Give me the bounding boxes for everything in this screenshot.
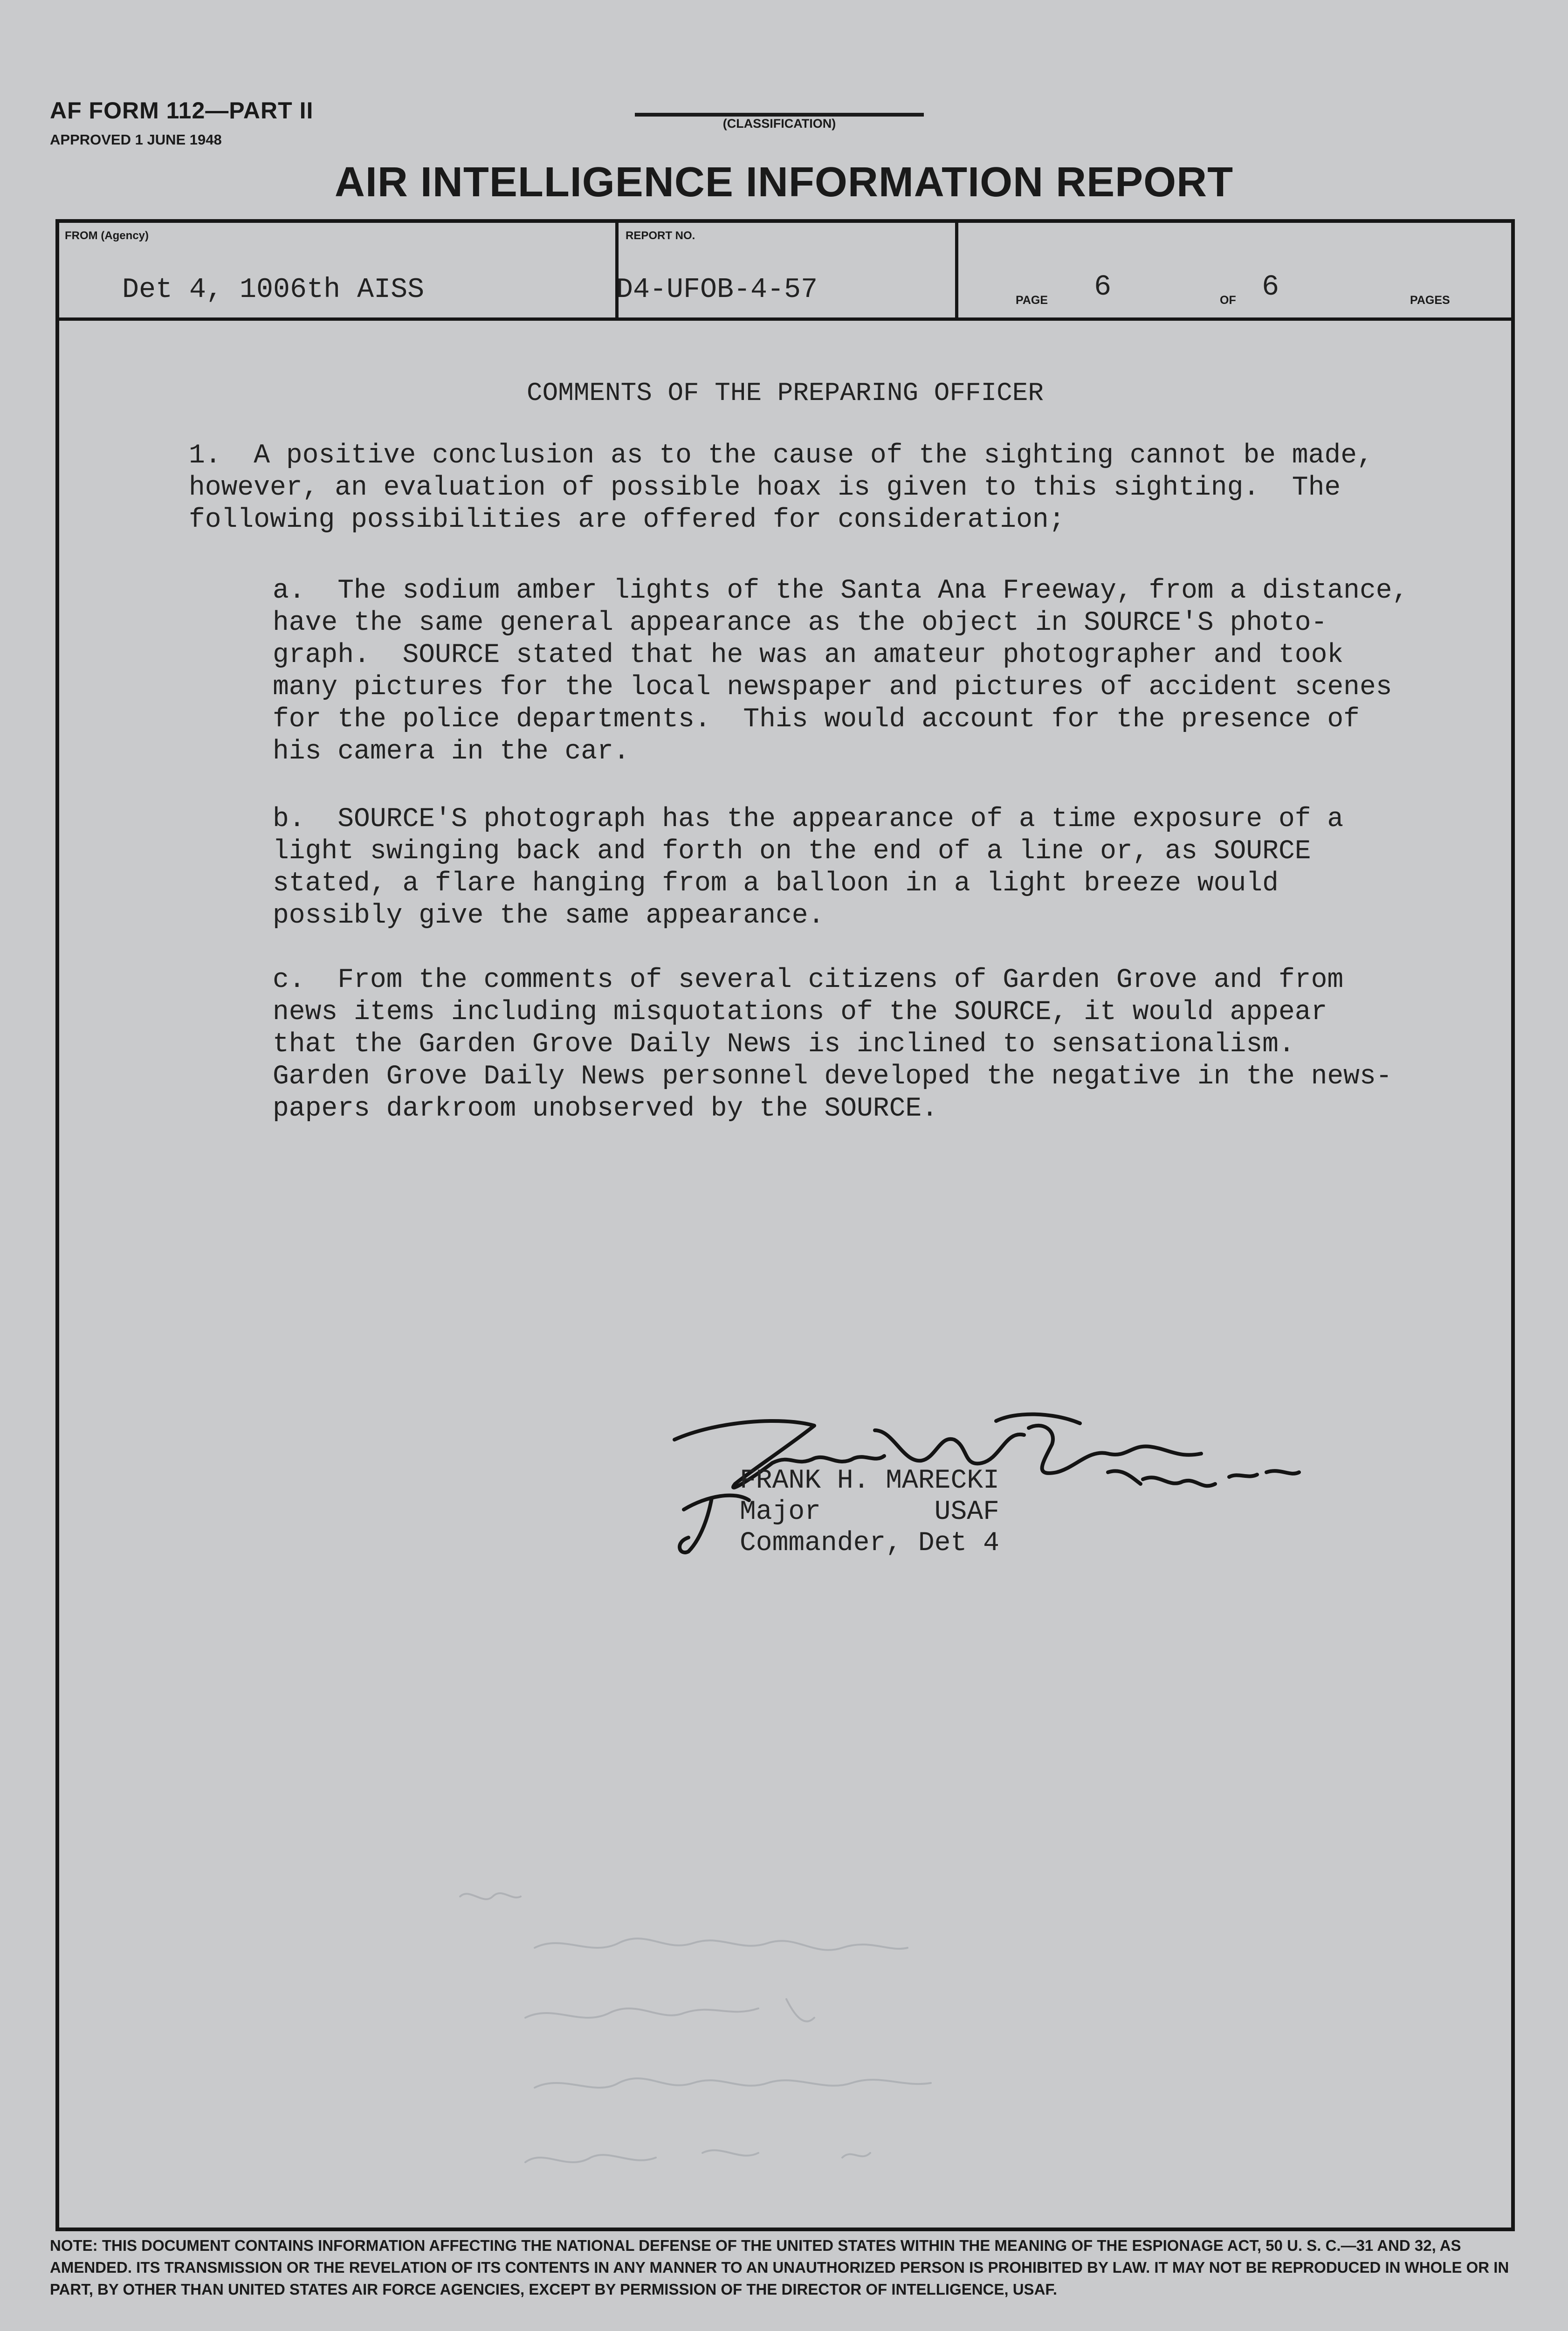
header-row [59, 223, 1511, 321]
form-box [55, 219, 1515, 2231]
pages-label: PAGES [1410, 294, 1450, 307]
header-divider [955, 223, 958, 317]
paragraph-b: b. SOURCE'S photograph has the appearance of a time exposure of a light swinging back and forth on the end of a line or, as SOURCE stated, a flare hanging from a balloon in a light breeze would possibly give the same appearance. [273, 804, 1344, 931]
page-label: PAGE [1016, 294, 1048, 307]
of-label: OF [1220, 294, 1236, 307]
page-number: 6 [1094, 270, 1112, 303]
page-total: 6 [1262, 270, 1279, 303]
form-id: AF FORM 112—PART II [50, 97, 314, 124]
classification-label-top: (CLASSIFICATION) [722, 117, 836, 131]
paragraph-c: c. From the comments of several citizens of Garden Grove and from news items including misquotations of the SOURCE, it would appear that the Garden Grove Daily News is inclined to sensationalism. Garden Grove Daily News personnel developed the negative in the news- papers darkroom unobserved by the SOURCE. [273, 965, 1392, 1124]
report-title: AIR INTELLIGENCE INFORMATION REPORT [334, 159, 1234, 206]
classification-line-top [635, 113, 924, 117]
paragraph-a: a. The sodium amber lights of the Santa Ana Freeway, from a distance, have the same general appearance as the object in SOURCE'S photo- graph. SOURCE stated that he was an amateur photographer and took many pictures for the local newspaper and pictures of accident scenes for the police departments. This would account for the presence of his camera in the car. [273, 576, 1409, 767]
from-label: FROM (Agency) [65, 229, 149, 242]
paragraph-1: 1. A positive conclusion as to the cause of the sighting cannot be made, however, an evaluation of possible hoax is given to this sighting. The following possibilities are offered for consideration; [189, 441, 1373, 535]
pencil-notes [441, 1878, 1187, 2251]
comments-heading: COMMENTS OF THE PREPARING OFFICER [527, 378, 1044, 408]
form-approval-date: APPROVED 1 JUNE 1948 [50, 131, 222, 148]
signature-scrawl [595, 1402, 1416, 1598]
from-value: Det 4, 1006th AISS [122, 274, 425, 306]
report-no-value: D4-UFOB-4-57 [616, 274, 818, 306]
espionage-act-note: NOTE: THIS DOCUMENT CONTAINS INFORMATION AFFECTING THE NATIONAL DEFENSE OF THE UNITED STATES WITHIN THE MEANING OF THE ESPIONAGE ACT, 50 U. S. C.—31 AND 32, AS AMENDED. ITS TRANSMISSION OR THE REVELATION OF ITS CONTENTS IN ANY MANNER TO AN UNAUTHORIZED PERSON IS PROHIBITED BY LAW. IT MAY NOT BE REPRODUCED IN WHOLE OR IN PART, BY OTHER THAN UNITED STATES AIR FORCE AGENCIES, EXCEPT BY PERMISSION OF THE DIRECTOR OF INTELLIGENCE, USAF. [50, 2237, 1509, 2298]
signature-block: FRANK H. MARECKI Major USAF Commander, Det 4 [740, 1466, 999, 1559]
report-no-label: REPORT NO. [626, 229, 695, 242]
